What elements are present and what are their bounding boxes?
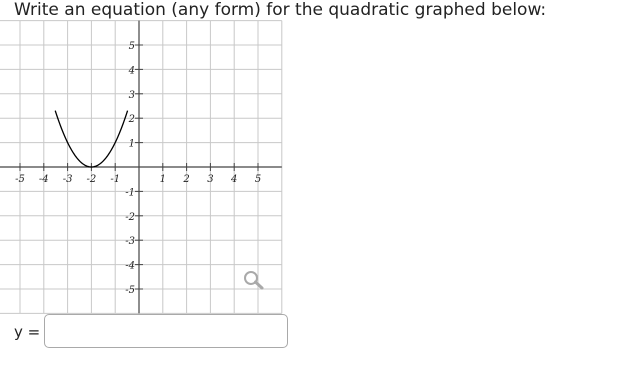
x-tick-label: -1: [110, 174, 121, 185]
answer-row: [14, 314, 50, 350]
x-tick-label: -3: [62, 174, 73, 185]
x-tick-label: -4: [38, 174, 49, 185]
y-tick-label: 5: [128, 41, 135, 52]
y-tick-label: -3: [125, 236, 135, 248]
y-tick-label: 1: [128, 138, 135, 150]
y-tick-label: -5: [125, 285, 135, 296]
y-tick-label: 4: [128, 65, 135, 77]
x-tick-label: 3: [207, 174, 214, 185]
equation-input[interactable]: [44, 314, 288, 348]
y-tick-label: -2: [125, 211, 135, 223]
y-tick-label: -4: [125, 260, 135, 272]
answer-label: y =: [14, 323, 41, 341]
question-text: Write an equation (any form) for the quadratic graphed below:: [14, 0, 547, 20]
magnifier-icon[interactable]: [240, 268, 266, 292]
y-tick-label: 3: [128, 89, 135, 101]
tick-labels: [15, 41, 261, 296]
y-tick-label: 2: [128, 114, 135, 126]
x-tick-label: 2: [183, 174, 190, 185]
x-tick-label: 4: [231, 174, 238, 185]
x-tick-label: -2: [86, 174, 97, 185]
x-tick-label: 5: [254, 174, 262, 185]
y-tick-label: -1: [125, 187, 135, 199]
x-tick-label: 1: [159, 174, 166, 185]
x-tick-label: -5: [15, 174, 25, 185]
